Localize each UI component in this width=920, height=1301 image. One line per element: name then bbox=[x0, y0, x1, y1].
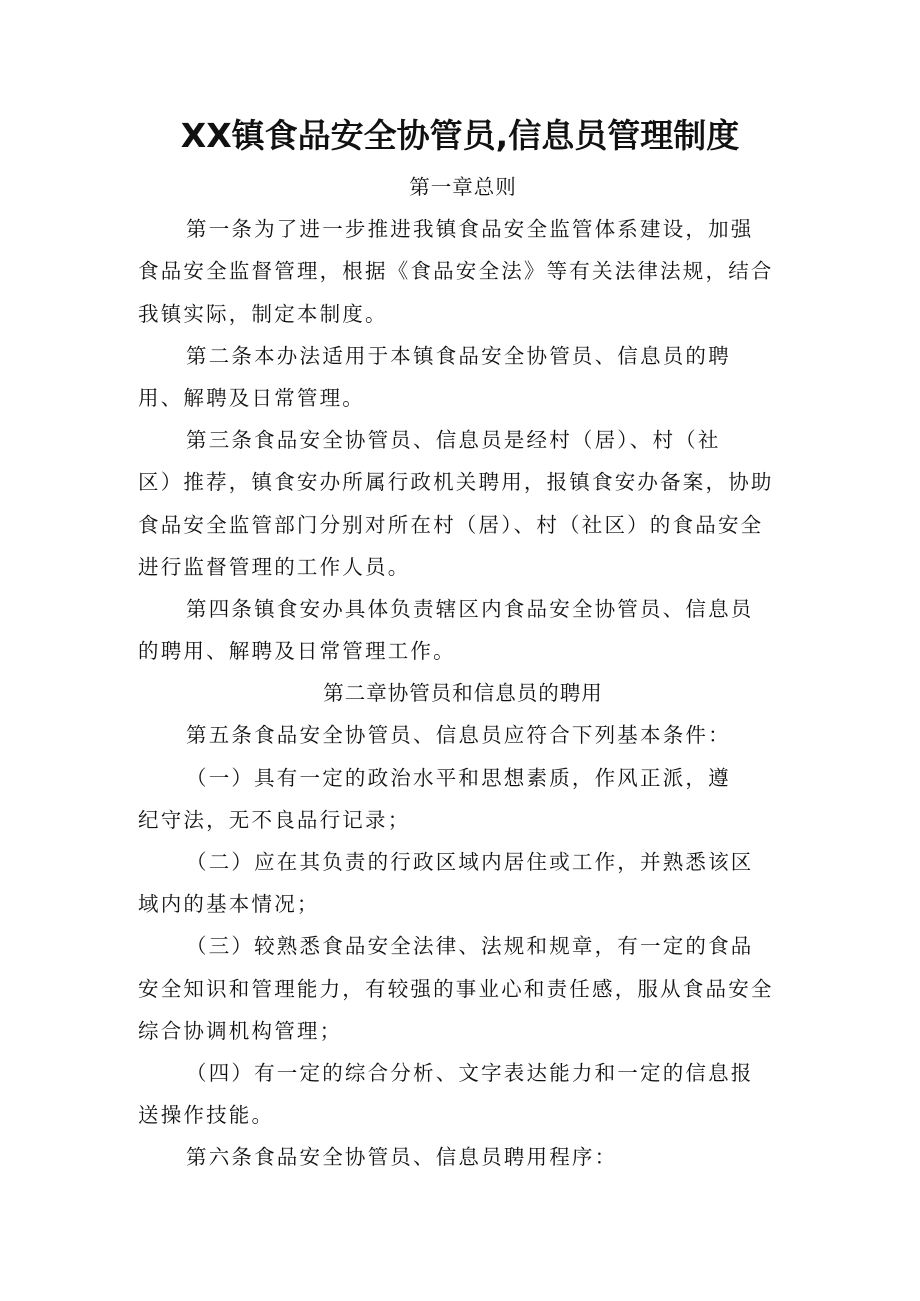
body-text-line: 区）推荐，镇食安办所属行政机关聘用，报镇食安办备案，协助 bbox=[138, 470, 774, 495]
body-text-line: 第二条本办法适用于本镇食品安全协管员、信息员的聘 bbox=[186, 343, 731, 368]
body-text-line: 第五条食品安全协管员、信息员应符合下列基本条件： bbox=[186, 723, 731, 748]
body-text-line: （三）较熟悉食品安全法律、法规和规章，有一定的食品 bbox=[186, 934, 754, 959]
body-text-line: 第六条食品安全协管员、信息员聘用程序： bbox=[186, 1145, 618, 1170]
document-title: XX镇食品安全协管员,信息员管理制度 bbox=[180, 116, 740, 155]
body-text-line: 第一条为了进一步推进我镇食品安全监管体系建设，加强 bbox=[186, 217, 754, 242]
body-text-line: （四）有一定的综合分析、文字表达能力和一定的信息报 bbox=[186, 1060, 754, 1085]
document-body bbox=[138, 166, 788, 1179]
body-text-line: 食品安全监督管理，根据《食品安全法》等有关法律法规，结合 bbox=[138, 259, 774, 284]
body-text-line: 送操作技能。 bbox=[138, 1103, 275, 1128]
body-text-line: 域内的基本情况； bbox=[138, 892, 320, 917]
body-text-line: 我镇实际，制定本制度。 bbox=[138, 301, 388, 326]
chapter-heading: 第一章总则 bbox=[409, 175, 517, 199]
body-text-line: 第三条食品安全协管员、信息员是经村（居）、村（社 bbox=[186, 428, 721, 453]
body-text-line: （二）应在其负责的行政区域内居住或工作，并熟悉该区 bbox=[186, 850, 754, 874]
body-text-line: 用、解聘及日常管理。 bbox=[138, 385, 365, 410]
body-text-line: 的聘用、解聘及日常管理工作。 bbox=[138, 639, 456, 664]
body-text-line: 第四条镇食安办具体负责辖区内食品安全协管员、信息员 bbox=[186, 596, 754, 621]
body-text-line: 综合协调机构管理； bbox=[138, 1018, 343, 1043]
body-text-line: 食品安全监管部门分别对所在村（居）、村（社区）的食品安全 bbox=[138, 512, 764, 537]
body-text-line: 纪守法，无不良品行记录； bbox=[138, 807, 411, 832]
body-text-line: 安全知识和管理能力，有较强的事业心和责任感，服从食品安全 bbox=[138, 976, 774, 1001]
body-text-line: （一）具有一定的政治水平和思想素质，作风正派，遵 bbox=[186, 765, 731, 790]
body-text-line: 进行监督管理的工作人员。 bbox=[138, 554, 411, 579]
chapter-heading: 第二章协管员和信息员的聘用 bbox=[323, 681, 603, 706]
